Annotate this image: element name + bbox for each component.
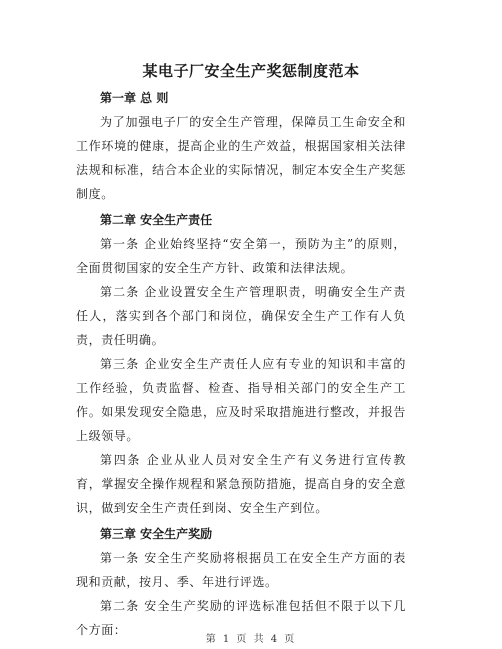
document-title: 某电子厂安全生产奖惩制度范本 [142,62,360,80]
paragraph: 第三条 企业安全生产责任人应有专业的知识和丰富的工作经验，负责监督、检查、指导相关部门的安全生产工作。如果发现安全隐患，应及时采取措施进行整改，并报告上级领导。 [76,357,406,443]
document-body [76,84,406,642]
section-heading: 第三章 安全生产奖励 [100,527,213,541]
section-heading: 第一章 总 则 [100,91,169,105]
paragraph: 第四条 企业从业人员对安全生产有义务进行宣传教育，掌握安全操作规程和紧急预防措施，提高自身的安全意识，做到安全生产责任到岗、安全生产到位。 [76,453,406,515]
paragraph: 为了加强电子厂的安全生产管理，保障员工生命安全和工作环境的健康，提高企业的生产效益，根据国家相关法律法规和标准，结合本企业的实际情况，制定本安全生产奖惩制度。 [76,115,406,201]
paragraph: 第一条 企业始终坚持“安全第一，预防为主”的原则，全面贯彻国家的安全生产方针、政策和法律法规。 [76,237,406,275]
page-footer: 第 1 页 共 4 页 [205,634,297,645]
section-1 [76,86,406,206]
section-3 [76,522,406,642]
paragraph: 第二条 安全生产奖励的评选标准包括但不限于以下几个方面： [76,599,406,637]
paragraph: 第二条 企业设置安全生产管理职责，明确安全生产责任人，落实到各个部门和岗位，确保安全生产工作有人负责，责任明确。 [76,285,406,347]
paragraph: 第一条 安全生产奖励将根据员工在安全生产方面的表现和贡献，按月、季、年进行评选。 [76,551,406,589]
section-heading: 第二章 安全生产责任 [100,213,213,227]
section-2 [76,208,406,520]
